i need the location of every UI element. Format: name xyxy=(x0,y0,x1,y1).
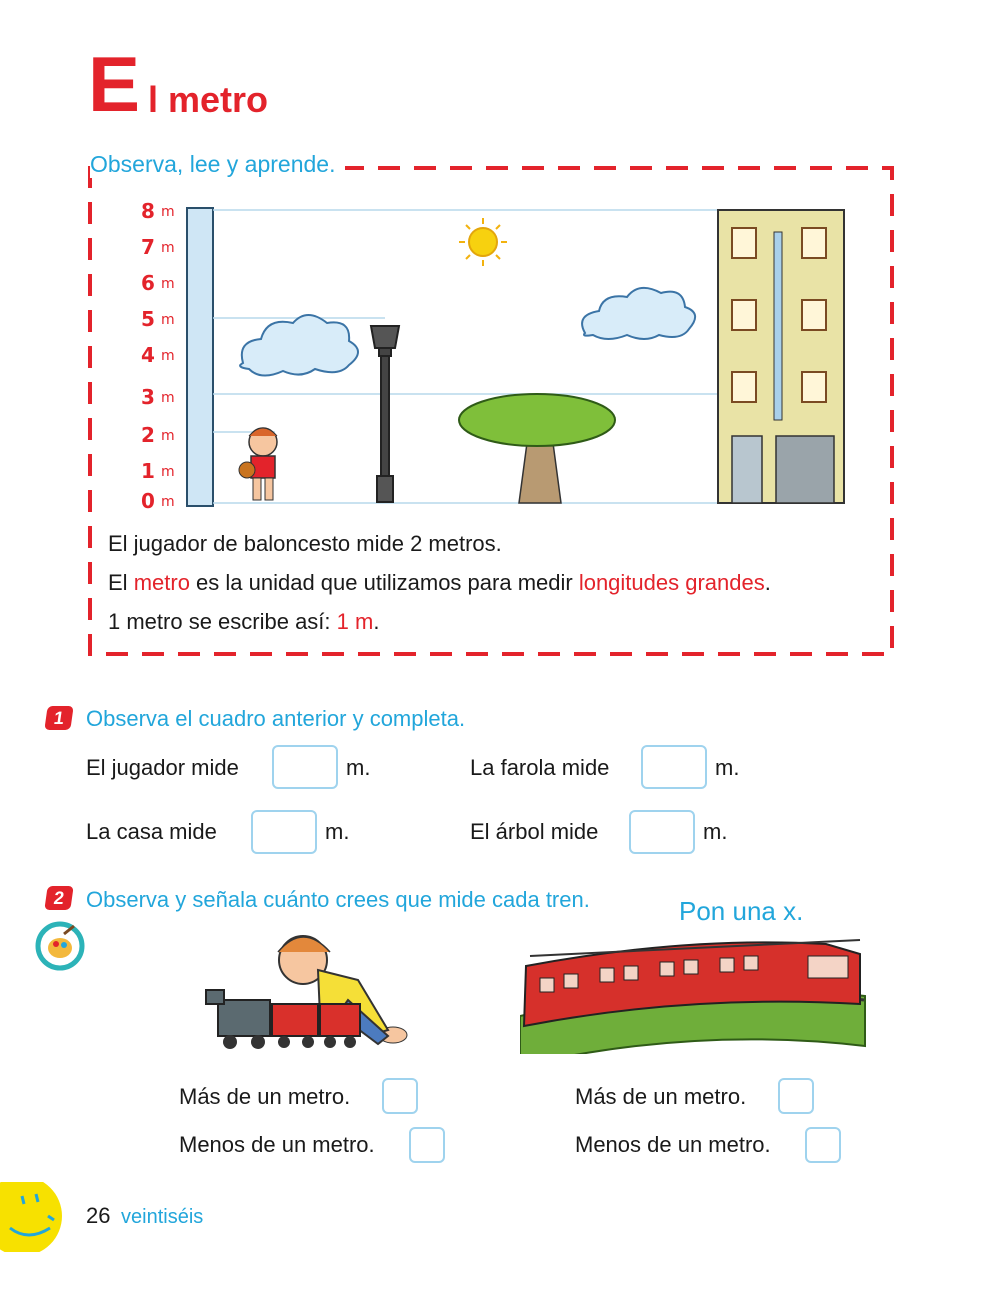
ex2-right-option-more-label: Más de un metro. xyxy=(575,1084,747,1109)
ex2-right-option-more-checkbox[interactable] xyxy=(778,1078,814,1114)
ex1-unit-casa: m. xyxy=(325,819,350,844)
ex2-right-option-less-checkbox[interactable] xyxy=(805,1127,841,1163)
ex1-answer-arbol[interactable] xyxy=(629,810,695,854)
page-number-word: veintiséis xyxy=(121,1206,204,1228)
scale-labels xyxy=(141,199,155,510)
svg-text:m: m xyxy=(161,204,175,220)
cloud-icon xyxy=(582,288,695,339)
palette-icon xyxy=(34,920,86,972)
sun-icon xyxy=(459,218,507,266)
ex2-left-option-more-label: Más de un metro. xyxy=(179,1084,351,1109)
scale-label-1: 1 xyxy=(141,459,155,483)
ex1-item-label-farola: La farola mide xyxy=(470,755,610,780)
measuring-ruler xyxy=(187,208,213,506)
ex2-left-option-more-checkbox[interactable] xyxy=(382,1078,418,1114)
exercise-1-title: Observa el cuadro anterior y completa. xyxy=(86,706,466,731)
ex1-item-label-arbol: El árbol mide xyxy=(470,819,599,844)
ex1-unit-arbol: m. xyxy=(703,819,728,844)
svg-text:m: m xyxy=(161,464,175,480)
scale-label-2: 2 xyxy=(141,423,155,447)
ex1-item-label-jugador: El jugador mide xyxy=(86,755,239,780)
ex2-left-option-less-checkbox[interactable] xyxy=(409,1127,445,1163)
page-number: 26 xyxy=(86,1203,111,1228)
intro-sentence-2: El metro es la unidad que utilizamos para medir longitudes grandes. xyxy=(108,570,771,595)
building-icon xyxy=(718,210,844,503)
scale-label-0: 0 xyxy=(141,489,155,510)
scale-label-7: 7 xyxy=(141,235,155,259)
intro-sentence-1: El jugador de baloncesto mide 2 metros. xyxy=(108,531,502,556)
ex1-answer-farola[interactable] xyxy=(641,745,707,789)
boy-icon xyxy=(239,428,277,500)
scale-label-4: 4 xyxy=(141,343,155,367)
svg-text:m: m xyxy=(161,390,175,406)
exercise-2-number: 2 xyxy=(44,886,73,910)
exercise-1-number: 1 xyxy=(44,706,73,730)
intro-sentence-3: 1 metro se escribe así: 1 m. xyxy=(108,609,380,634)
ex2-left-option-less-label: Menos de un metro. xyxy=(179,1132,375,1157)
page-title: l metro xyxy=(148,79,269,120)
exercise-2-title: Observa y señala cuánto crees que mide cada tren. xyxy=(86,887,590,912)
ex1-answer-casa[interactable] xyxy=(251,810,317,854)
svg-text:m: m xyxy=(161,348,175,364)
scale-label-6: 6 xyxy=(141,271,155,295)
height-illustration xyxy=(135,198,850,510)
exercise-2-instruction: Pon una x. xyxy=(679,896,804,926)
streetlamp-icon xyxy=(371,326,399,502)
toy-train-icon xyxy=(198,930,416,1060)
ex1-unit-farola: m. xyxy=(715,755,740,780)
scale-label-3: 3 xyxy=(141,385,155,409)
svg-text:m: m xyxy=(161,276,175,292)
smiley-icon xyxy=(0,1182,66,1252)
svg-text:m: m xyxy=(161,428,175,444)
intro-heading: Observa, lee y aprende. xyxy=(90,150,345,178)
cloud-icon xyxy=(240,315,358,376)
scale-label-8: 8 xyxy=(141,199,155,223)
train-icon xyxy=(520,936,870,1054)
ex1-item-label-casa: La casa mide xyxy=(86,819,217,844)
ex1-unit-jugador: m. xyxy=(346,755,371,780)
svg-text:m: m xyxy=(161,312,175,328)
svg-text:m: m xyxy=(161,240,175,256)
scale-label-5: 5 xyxy=(141,307,155,331)
svg-text:m: m xyxy=(161,494,175,510)
tree-icon xyxy=(459,394,615,503)
title-initial: E xyxy=(88,40,139,128)
ex2-right-option-less-label: Menos de un metro. xyxy=(575,1132,771,1157)
ex1-answer-jugador[interactable] xyxy=(272,745,338,789)
